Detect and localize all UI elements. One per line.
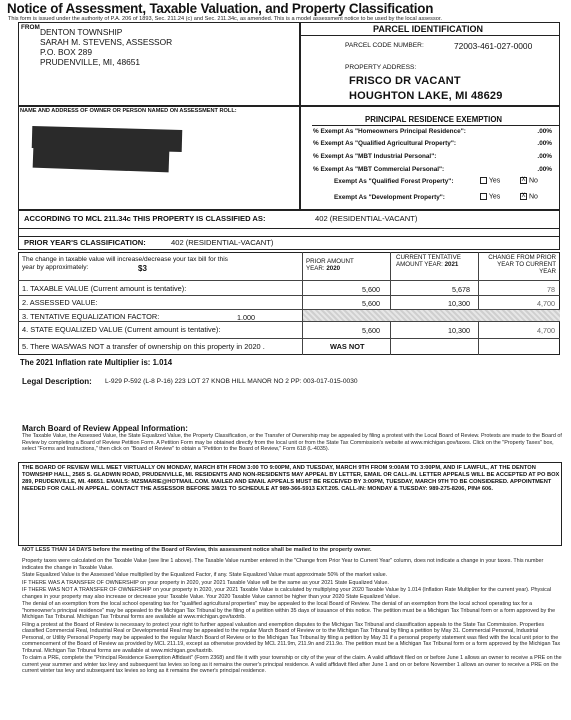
pre-row-value: .00% xyxy=(537,140,552,147)
board-intro: The Taxable Value, the Assessed Value, the State Equalized Value, the Property Classification, or the Transfer of Ownership may be appealed by filing a protest with the Local Board of Review. Protests are made to the Board of Review by completing a Board of Review Petition Form. A Petition Form may be obtained directly from the local unit or from the State Tax Commission's website at www.michigan.gov/taxes. Click on the "Property Taxes" box, select "Forms and Instructions," then click on "Board of Review" to obtain a "Petition to the Board of Review," Form 618 (L-4035). xyxy=(22,433,562,452)
legal-text: L-929 P-592 (L-8 P-16) 223 LOT 27 KNOB HILL MANOR NO 2 PP: 003-017-015-0030 xyxy=(105,378,358,385)
table-row-label: 2. ASSESSED VALUE: xyxy=(22,298,98,307)
forest-no xyxy=(520,177,538,184)
footer-paragraph: IF THERE WAS NOT A TRANSFER OF OWNERSHIP on your property in 2020, your 2021 Taxable Value is calculated by multiplying your 2020 Taxable Value by 1.014 (Inflation Rate Multiplier for the current year). Physical changes in your property may also increase or decrease your Taxable Value. Your 2020 Taxable Value cannot be higher than your 2020 State Equalized Value. xyxy=(22,587,552,600)
change-text xyxy=(22,256,228,272)
development-no xyxy=(520,193,538,200)
col-current-year: 2021 xyxy=(444,261,459,268)
table-row-prior: 5,600 xyxy=(362,285,380,294)
footer-paragraph: The denial of an exemption from the local school operating tax for "qualified agricultural properties" may be appealed to the local Board of Review. The denial of an exemption from the local school operating tax for a "homeowner's principal residence" may be appealed to the Michigan Tax Tribunal by the filing of a petition within 35 days of issuance of this notice. The petition must be a Michigan Tax Tribunal form or a form approved by the Michigan Tax Tribunal. Michigan Tax Tribunal forms are available at www.michigan.gov/taxtrib. xyxy=(22,601,556,620)
col-change-header: CHANGE FROM PRIOR YEAR TO CURRENT YEAR xyxy=(488,254,556,275)
pre-heading: PRINCIPAL RESIDENCE EXEMPTION xyxy=(365,115,503,124)
property-address-line2: HOUGHTON LAKE, MI 48629 xyxy=(349,90,503,102)
owner-redaction xyxy=(33,146,170,173)
no-label: No xyxy=(528,193,538,201)
property-address-label: PROPERTY ADDRESS: xyxy=(345,64,417,71)
table-row-label: 4. STATE EQUALIZED VALUE (Current amount is tentative): xyxy=(22,325,221,334)
development-no-checkbox[interactable]: X xyxy=(521,193,526,199)
pre-row-label: % Exempt As "Homeowners Principal Residence": xyxy=(313,128,466,135)
footer-paragraph: IF THERE WAS A TRANSFER OF OWNERSHIP on your property in 2020, your 2021 Taxable Value will be the same as your 2021 State Equalized Value. xyxy=(22,579,389,586)
development-label: Exempt As "Development Property": xyxy=(334,194,445,201)
forest-yes xyxy=(480,177,500,184)
shaded-cell xyxy=(303,310,560,321)
table-row-label: 3. TENTATIVE EQUALIZATION FACTOR: xyxy=(22,312,160,321)
forest-yes-checkbox[interactable] xyxy=(480,177,487,184)
table-row-current: 10,300 xyxy=(448,326,470,335)
change-text-line: year by approximately: xyxy=(22,264,89,271)
table-row-prior: 1.000 xyxy=(237,313,255,322)
yes-label: Yes xyxy=(488,177,501,185)
table-row-current: 10,300 xyxy=(448,299,470,308)
forest-label: Exempt As "Qualified Forest Property": xyxy=(334,178,454,185)
footer-paragraph: To claim a PRE, complete the "Principal Residence Exemption Affidavit" (Form 2368) and file it with your township or city of the year of the claim. A valid affidavit filed on or before June 1 allows an owner to receive a PRE on the current year summer and winter tax levy and subsequent tax levies so long as it remains the owner's principal residence. A valid affidavit filed after June 1 and on or before November 1 allows an owner to receive a PRE on the current winter tax levy and subsequent tax levies so long as it remains the owner's principal residence. xyxy=(22,655,562,674)
change-amount: $3 xyxy=(138,264,147,273)
no-label: No xyxy=(528,177,538,185)
transfer-row-text: 5. There WAS/WAS NOT a transfer of ownership on this property in 2020 . xyxy=(22,342,265,351)
from-label: FROM xyxy=(21,24,40,31)
property-address-line1: FRISCO DR VACANT xyxy=(349,75,461,87)
from-line: PRUDENVILLE, MI, 48651 xyxy=(40,57,141,67)
table-row-current: 5,678 xyxy=(452,285,470,294)
legal-label: Legal Description: xyxy=(22,377,92,386)
owner-label: NAME AND ADDRESS OF OWNER OR PERSON NAMED ON ASSESSMENT ROLL: xyxy=(20,108,237,114)
table-row-label: 1. TAXABLE VALUE (Current amount is tentative): xyxy=(22,284,187,293)
classification-text: ACCORDING TO MCL 211.34c THIS PROPERTY IS CLASSIFIED AS: xyxy=(24,214,266,223)
forest-no-checkbox[interactable]: X xyxy=(521,177,526,183)
table-row-change: 4,700 xyxy=(537,326,555,335)
pre-row-value: .00% xyxy=(537,166,552,173)
footer-paragraphs xyxy=(22,558,562,718)
table-row-change: 78 xyxy=(547,285,555,294)
yes-label: Yes xyxy=(488,193,501,201)
page-subtitle: This form is issued under the authority of P.A. 206 of 1893, Sec. 211.24 (c) and Sec. 211.34c, as amended. This is a model assessment notice to be used by the local assessor. xyxy=(8,16,442,22)
table-row-prior: 5,600 xyxy=(362,326,380,335)
transfer-row-value: WAS NOT xyxy=(330,342,365,351)
pre-row-value: .00% xyxy=(537,128,552,135)
board-notice: THE BOARD OF REVIEW WILL MEET VIRTUALLY ON MONDAY, MARCH 8TH FROM 3:00 TO 9:00PM, AND TUESDAY, MARCH 9TH FROM 9:00AM TO 3:00PM, AND IF LAWFUL, AT THE DENTON TOWNSHIP HALL, 2565 S. GLADWIN ROAD, PRUDENVILLE, MI. RESIDENTS AND NON-RESIDENTS MAY APPEAL BY LETTER, EMAIL OR CALL-IN. LETTER APPEALS WILL BE ACCEPTED AT PO BOX 289, PRUDENVILLE, MI. 48651. EMAILS: MZSMARIE@HOTMAIL.COM. MAILED AND EMAIL APPEALS MUST BE RECEIVED BY 3:00PM, TUESDAY, MARCH 9TH TO BE CONSIDERED. APPOINTMENT NEEDED FOR CALL-IN APPEAL. CONTACT THE ASSESSOR BEFORE 3/8/21 TO SCHEDULE AT 989-366-5913 EXT.205. CALL-IN: MONDAY & TUESDAY: 989-275-8206, PIN# 606. xyxy=(22,465,560,492)
from-line: DENTON TOWNSHIP xyxy=(40,27,123,37)
col-current-label: CURRENT TENTATIVE AMOUNT YEAR: xyxy=(396,254,461,268)
board-heading: March Board of Review Appeal Information: xyxy=(22,424,188,433)
classification-value: 402 (RESIDENTIAL-VACANT) xyxy=(315,214,418,223)
pre-row-label: % Exempt As "MBT Commercial Personal": xyxy=(313,166,445,173)
col-prior-label: PRIOR AMOUNT YEAR: xyxy=(306,258,354,272)
development-yes xyxy=(480,193,500,200)
development-yes-checkbox[interactable] xyxy=(480,193,487,200)
from-line: P.O. BOX 289 xyxy=(40,47,92,57)
parcel-code-value: 72003-461-027-0000 xyxy=(454,41,533,51)
not-less-text: NOT LESS THAN 14 DAYS before the meeting of the Board of Review, this assessment notice shall be mailed to the property owner. xyxy=(22,547,372,553)
inflation-text: The 2021 Inflation rate Multiplier is: 1.014 xyxy=(20,358,173,367)
pre-row-label: % Exempt As "MBT Industrial Personal": xyxy=(313,153,437,160)
parcel-code-label: PARCEL CODE NUMBER: xyxy=(345,42,424,49)
footer-paragraph: Filing a protest at the Board of Review is necessary to protect your right to further appeal valuation and exemption disputes to the Michigan Tax Tribunal and classification appeals to the State Tax Commission. Properties classified Commercial Real, Industrial Real or Developmental Real may be appealed to the regular March Board of Review or to the Michigan Tax Tribunal by filing a petition by May 31. Commercial Personal, Industrial Personal, or Utility Personal Property may be appealed to the regular March Board of Review or to the Michigan Tax Tribunal by filing a petition by May 31 if a personal property statement was filed with the local unit prior to the commencement of the Board of Review as provided by MCL 211.19, except as otherwise provided by MCL 211.9m, 211.9n and 211.9o. The petition must be a Michigan Tax Tribunal form or a form approved by the Michigan Tax Tribunal. Michigan Tax Tribunal forms are available at www.michigan.gov/taxtrib. xyxy=(22,621,561,654)
page-title: Notice of Assessment, Taxable Valuation, and Property Classification xyxy=(7,1,434,16)
from-address xyxy=(40,27,172,67)
prior-class-value: 402 (RESIDENTIAL-VACANT) xyxy=(171,238,274,247)
change-text-line: The change in taxable value will increase/decrease your tax bill for this xyxy=(22,256,228,263)
col-current-header xyxy=(396,254,468,268)
col-prior-header xyxy=(306,258,366,272)
prior-class-label: PRIOR YEAR'S CLASSIFICATION: xyxy=(24,238,146,247)
parcel-heading: PARCEL IDENTIFICATION xyxy=(373,24,483,34)
pre-row-label: % Exempt As "Qualified Agricultural Property": xyxy=(313,140,457,147)
table-row-change: 4,700 xyxy=(537,299,555,308)
footer-paragraph: State Equalized Value is the Assessed Value multiplied by the Equalized Factor, if any. State Equalized Value must approximate 50% of the market value. xyxy=(22,572,388,578)
col-prior-year: 2020 xyxy=(326,265,341,272)
pre-row-value: .00% xyxy=(537,153,552,160)
footer-paragraph: Property taxes were calculated on the Taxable Value (see line 1 above). The Taxable Value number entered in the "Change from Prior Year to Current Year" column, does not indicate a change in your taxes. This number indicates the change in Taxable Value. xyxy=(22,558,544,571)
from-line: SARAH M. STEVENS, ASSESSOR xyxy=(40,37,173,47)
table-row-prior: 5,600 xyxy=(362,299,380,308)
